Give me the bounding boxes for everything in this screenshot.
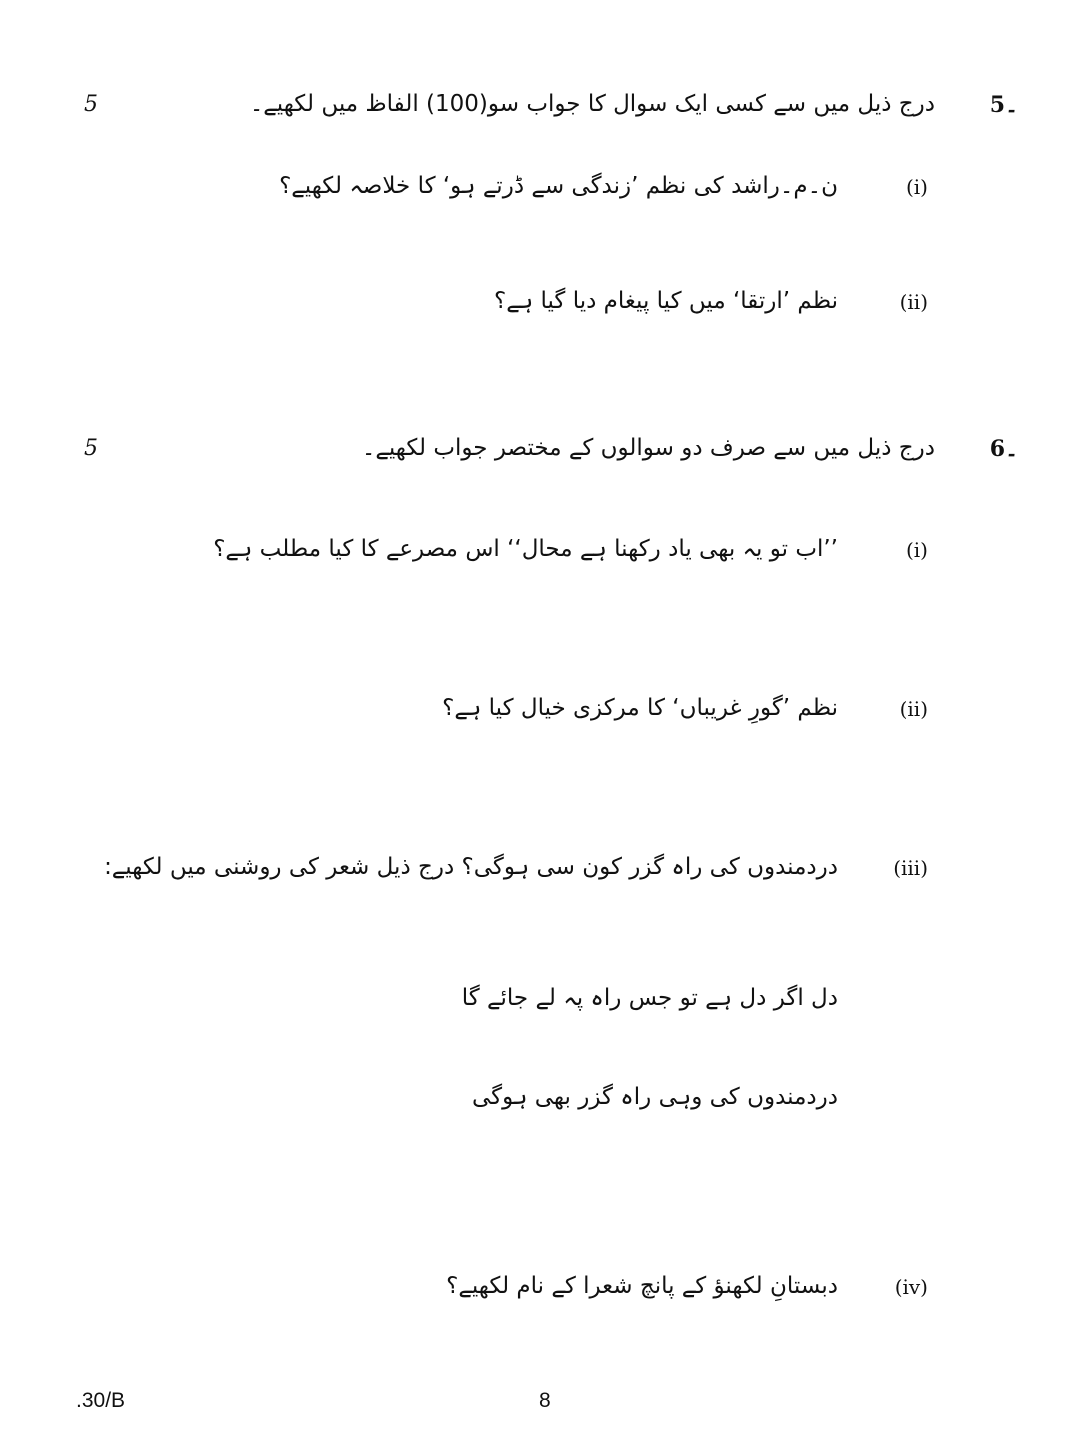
paper-code: .30/B bbox=[76, 1389, 126, 1412]
verse-line-2: دردمندوں کی وہی راہ گزر بھی ہوگی bbox=[471, 1084, 838, 1110]
q5-part-ii-text: نظم ’ارتقا‘ میں کیا پیغام دیا گیا ہے؟ bbox=[494, 288, 838, 314]
q5-number-digit: 5 bbox=[989, 92, 1006, 118]
q6-number-digit: 6 bbox=[989, 436, 1006, 462]
q6-part-ii-text: نظم ’گورِ غریباں‘ کا مرکزی خیال کیا ہے؟ bbox=[442, 695, 838, 721]
q6-part-i-text: ’’اب تو یہ بھی یاد رکھنا ہے محال‘‘ اس مصرعے کا کیا مطلب ہے؟ bbox=[213, 536, 838, 562]
q5-marks: 5 bbox=[84, 92, 98, 117]
q6-part-i-label: (i) bbox=[905, 538, 928, 562]
q5-part-i-label: (i) bbox=[905, 175, 928, 199]
q5-prompt: درج ذیل میں سے کسی ایک سوال کا جواب سو(100) الفاظ میں لکھیے۔ bbox=[249, 91, 935, 117]
q6-part-ii-label: (ii) bbox=[899, 697, 928, 721]
q6-prompt: درج ذیل میں سے صرف دو سوالوں کے مختصر جواب لکھیے۔ bbox=[361, 435, 935, 461]
page-number: 8 bbox=[539, 1389, 551, 1412]
q5-number bbox=[990, 90, 1018, 120]
q6-part-iii-text: دردمندوں کی راہ گزر کون سی ہوگی؟ درج ذیل شعر کی روشنی میں لکھیے: bbox=[104, 854, 838, 880]
q6-part-iii-label: (iii) bbox=[893, 856, 928, 880]
q5-number-suffix: ۔ bbox=[1005, 92, 1018, 118]
q6-part-iv-label: (iv) bbox=[894, 1275, 928, 1299]
q6-number-suffix: ۔ bbox=[1005, 436, 1018, 462]
q6-number bbox=[990, 434, 1018, 464]
q5-part-ii-label: (ii) bbox=[899, 290, 928, 314]
verse-line-1: دل اگر دل ہے تو جس راہ پہ لے جائے گا bbox=[461, 985, 838, 1011]
q5-part-i-text: ن۔م۔راشد کی نظم ’زندگی سے ڈرتے ہو‘ کا خلاصہ لکھیے؟ bbox=[279, 173, 838, 199]
q6-part-iv-text: دبستانِ لکھنؤ کے پانچ شعرا کے نام لکھیے؟ bbox=[446, 1273, 838, 1299]
q6-marks: 5 bbox=[84, 436, 98, 461]
